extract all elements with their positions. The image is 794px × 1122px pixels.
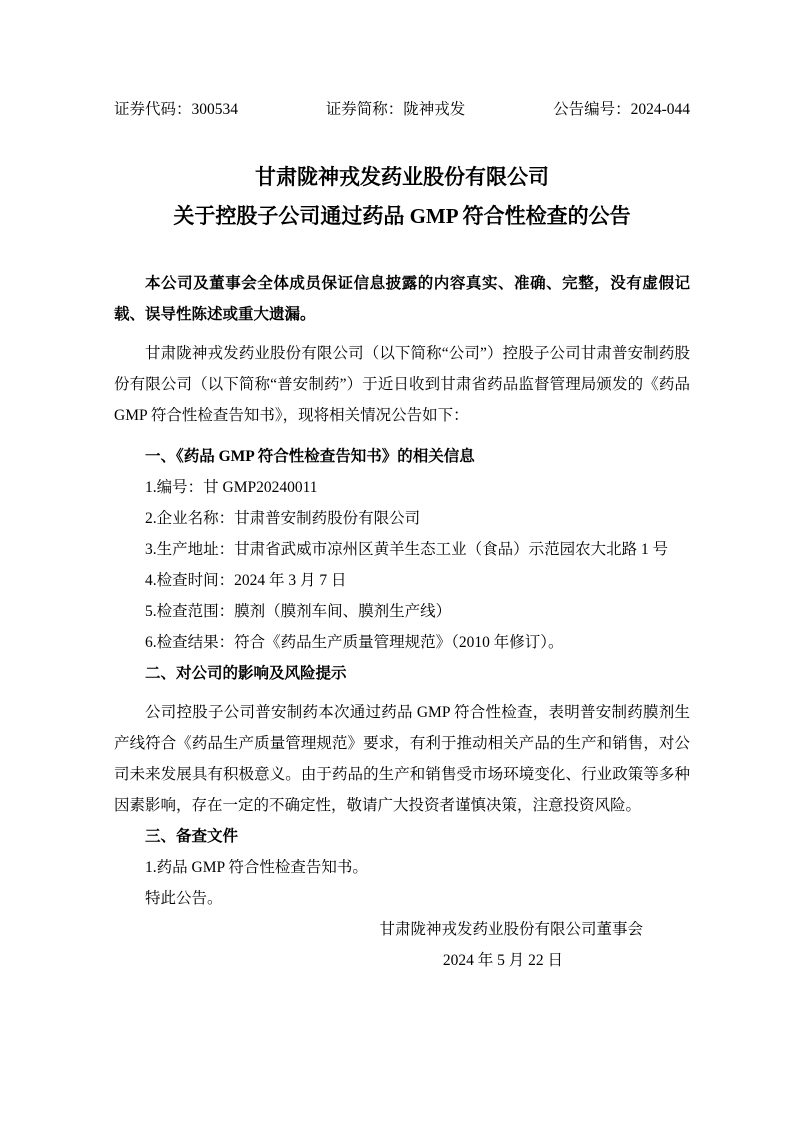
signature-company: 甘肃陇神戎发药业股份有限公司董事会 bbox=[379, 921, 643, 938]
intro-paragraph: 甘肃陇神戎发药业股份有限公司（以下简称“公司”）控股子公司甘肃普安制药股份有限公司（以下简称“普安制药”）于近日收到甘肃省药品监督管理局颁发的《药品 GMP 符合性检查告知书》，现将相关情况公告如下： bbox=[114, 345, 690, 424]
announcement-number: 公告编号：2024-044 bbox=[553, 101, 690, 118]
document-header bbox=[114, 100, 690, 120]
section-3-heading: 三、备查文件 bbox=[145, 828, 239, 845]
closing-statement: 特此公告。 bbox=[145, 890, 223, 907]
stock-short-name: 证券简称：陇神戎发 bbox=[325, 101, 466, 118]
list-item-company: 2.企业名称：甘肃普安制药股份有限公司 bbox=[145, 510, 421, 527]
list-item-scope: 5.检查范围：膜剂（膜剂车间、膜剂生产线） bbox=[145, 603, 452, 620]
list-item-result: 6.检查结果：符合《药品生产质量管理规范》（2010 年修订）。 bbox=[145, 634, 564, 651]
list-item-inspection-date: 4.检查时间：2024 年 3 月 7 日 bbox=[145, 572, 347, 589]
list-item-number: 1.编号：甘 GMP20240011 bbox=[145, 479, 318, 496]
section-1-heading: 一、《药品 GMP 符合性检查告知书》的相关信息 bbox=[145, 448, 475, 465]
reference-document-item: 1.药品 GMP 符合性检查告知书。 bbox=[145, 859, 368, 876]
signature-date: 2024 年 5 月 22 日 bbox=[442, 952, 563, 969]
section-2-heading: 二、对公司的影响及风险提示 bbox=[145, 665, 347, 682]
company-name-title: 甘肃陇神戎发药业股份有限公司 bbox=[255, 165, 549, 189]
list-item-address: 3.生产地址：甘肃省武威市凉州区黄羊生态工业（食品）示范园农大北路 1 号 bbox=[145, 541, 669, 558]
section-2-paragraph: 公司控股子公司普安制药本次通过药品 GMP 符合性检查，表明普安制药膜剂生产线符合《药品生产质量管理规范》要求，有利于推动相关产品的生产和销售，对公司未来发展具有积极意义。由于药品的生产和销售受市场环境变化、行业政策等多种因素影响，存在一定的不确定性，敬请广大投资者谨慎决策，注意投资风险。 bbox=[114, 704, 690, 814]
stock-code: 证券代码：300534 bbox=[114, 101, 239, 118]
announcement-title: 关于控股子公司通过药品 GMP 符合性检查的公告 bbox=[173, 204, 631, 228]
disclaimer-paragraph: 本公司及董事会全体成员保证信息披露的内容真实、准确、完整，没有虚假记载、误导性陈述或重大遗漏。 bbox=[114, 275, 690, 323]
